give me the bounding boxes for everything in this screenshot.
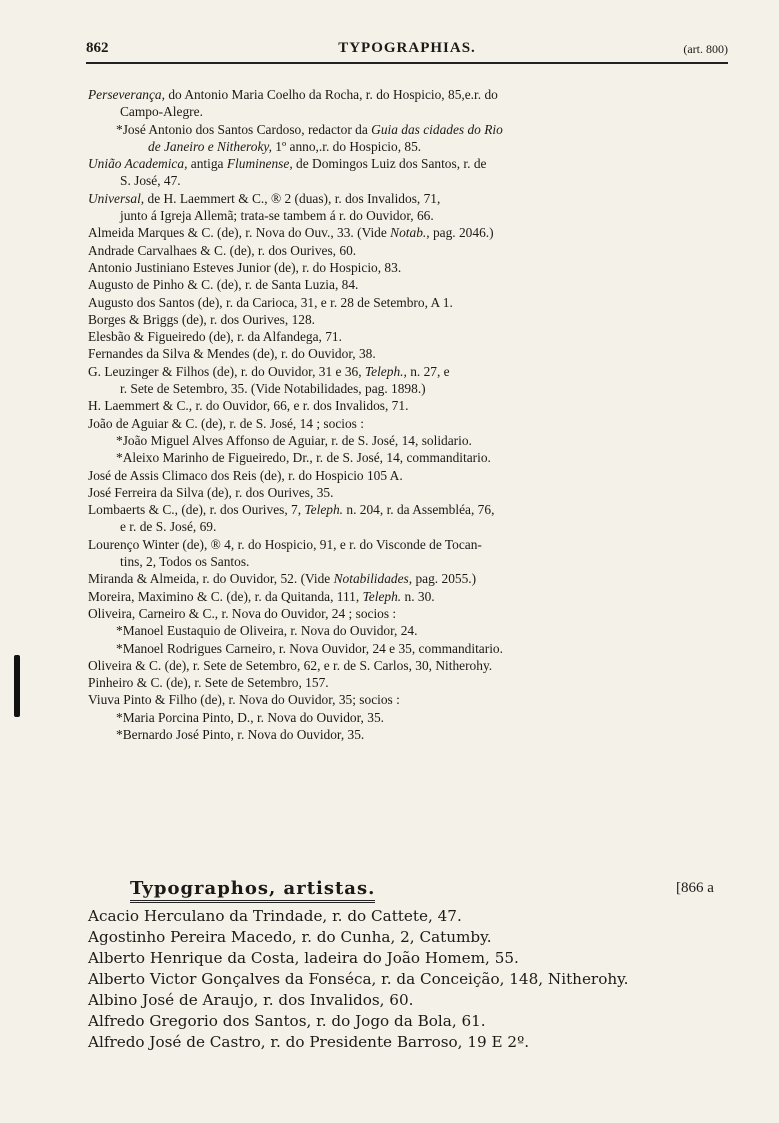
- artist-entry: Alberto Henrique da Costa, ladeira do João Homem, 55.: [88, 949, 519, 967]
- entry-text2: n. 27, e: [406, 363, 450, 379]
- artist-entry: Acacio Herculano da Trindade, r. do Cattete, 47.: [88, 907, 462, 925]
- entry-text: José Ferreira da Silva (de), r. dos Ourives, 35.: [88, 484, 334, 500]
- directory-entry: [88, 86, 730, 121]
- directory-entry: [88, 363, 730, 398]
- entry-cont-italic: de Janeiro e Nitheroky,: [148, 138, 272, 154]
- entry-cont-text: r. Sete de Setembro, 35. (Vide Notabilidades, pag. 1898.): [120, 381, 426, 397]
- entry-text: Elesbão & Figueiredo (de), r. da Alfandega, 71.: [88, 329, 342, 345]
- entry-text: *Bernardo José Pinto, r. Nova do Ouvidor, 35.: [116, 726, 365, 742]
- typographias-list: [88, 86, 730, 743]
- entry-continuation: [88, 207, 730, 224]
- entry-continuation: [88, 518, 730, 535]
- entry-italic2: Fluminense,: [226, 156, 293, 172]
- directory-entry: [88, 501, 730, 536]
- entry-text: *Manoel Rodrigues Carneiro, r. Nova Ouvidor, 24 e 35, commanditario.: [116, 640, 503, 656]
- entry-text2: pag. 2046.): [429, 225, 494, 241]
- entry-text: Moreira, Maximino & C. (de), r. da Quitanda, 111,: [88, 588, 360, 604]
- artist-entry: Alfredo Gregorio dos Santos, r. do Jogo da Bola, 61.: [88, 1012, 486, 1030]
- entry-text: *João Miguel Alves Affonso de Aguiar, r. de S. José, 14, solidario.: [116, 432, 472, 448]
- entry-text: José de Assis Climaco dos Reis (de), r. do Hospicio 105 A.: [88, 467, 403, 483]
- entry-text: Augusto dos Santos (de), r. da Carioca, 31, e r. 28 de Setembro, A 1.: [88, 294, 453, 310]
- margin-ink-mark: [14, 655, 20, 717]
- directory-entry: [88, 484, 730, 501]
- section-title: Typographos, artistas.: [130, 878, 375, 903]
- entry-text: Oliveira & C. (de), r. Sete de Setembro, 62, e r. de S. Carlos, 30, Nitherohy.: [88, 657, 493, 673]
- page-header: [86, 38, 728, 64]
- entry-text: Antonio Justiniano Esteves Junior (de), r. do Hospicio, 83.: [88, 259, 402, 275]
- page-number: 862: [86, 40, 109, 56]
- directory-entry: [88, 276, 730, 293]
- entry-cont-text: junto á Igreja Allemã; trata-se tambem á r. do Ouvidor, 66.: [120, 208, 434, 224]
- entry-italic2: Teleph.: [304, 502, 344, 518]
- directory-entry: [88, 691, 730, 708]
- directory-entry: [88, 259, 730, 276]
- article-ref: (art. 800): [683, 42, 728, 56]
- artists-list: [88, 906, 748, 1053]
- entry-cont-text: 1º anno,.r. do Hospicio, 85.: [271, 138, 422, 154]
- entry-text: Lourenço Winter (de), ® 4, r. do Hospicio, 91, e r. do Visconde de Tocan-: [88, 536, 482, 552]
- directory-entry: [88, 588, 730, 605]
- entry-continuation: [88, 380, 730, 397]
- directory-entry: [88, 657, 730, 674]
- directory-entry: [88, 467, 730, 484]
- partner-entry: [88, 709, 730, 726]
- entry-text: Augusto de Pinho & C. (de), r. de Santa Luzia, 84.: [88, 277, 359, 293]
- directory-entry: [88, 415, 730, 432]
- directory-entry: [88, 328, 730, 345]
- entry-text: de H. Laemmert & C., ® 2 (duas), r. dos Invalidos, 71,: [144, 190, 441, 206]
- entry-text: Andrade Carvalhaes & C. (de), r. dos Ourives, 60.: [88, 242, 357, 258]
- artist-entry: Alfredo José de Castro, r. do Presidente Barroso, 19 E 2º.: [88, 1033, 530, 1051]
- directory-entry: [88, 605, 730, 622]
- directory-entry: [88, 224, 730, 241]
- directory-entry: [88, 536, 730, 571]
- entry-text: Almeida Marques & C. (de), r. Nova do Ouv., 33. (Vide: [88, 225, 387, 241]
- entry-text: João de Aguiar & C. (de), r. de S. José, 14 ; socios :: [88, 415, 364, 431]
- entry-continuation: [88, 172, 730, 189]
- partner-entry: [88, 432, 730, 449]
- entry-text: *José Antonio dos Santos Cardoso, redactor da: [116, 121, 368, 137]
- entry-text: antiga: [187, 156, 224, 172]
- entry-text: Pinheiro & C. (de), r. Sete de Setembro, 157.: [88, 675, 329, 691]
- page-title: TYPOGRAPHIAS.: [338, 40, 476, 56]
- entry-text: *Manoel Eustaquio de Oliveira, r. Nova do Ouvidor, 24.: [116, 623, 418, 639]
- entry-text2: de Domingos Luiz dos Santos, r. de: [292, 156, 487, 172]
- directory-entry: [88, 294, 730, 311]
- partner-entry: [88, 622, 730, 639]
- directory-entry: [88, 155, 730, 190]
- directory-entry: [88, 397, 730, 414]
- directory-entry: [88, 190, 730, 225]
- entry-italic2: Notabilidades,: [333, 571, 413, 587]
- partner-entry: [88, 640, 730, 657]
- entry-italic2: Teleph.,: [364, 363, 407, 379]
- entry-text: Oliveira, Carneiro & C., r. Nova do Ouvidor, 24 ; socios :: [88, 605, 397, 621]
- entry-continuation: [88, 103, 730, 120]
- directory-entry: [88, 674, 730, 691]
- directory-entry: [88, 570, 730, 587]
- partner-entry: [88, 121, 730, 156]
- entry-text2: n. 204, r. da Assembléa, 76,: [343, 502, 495, 518]
- entry-text: Fernandes da Silva & Mendes (de), r. do Ouvidor, 38.: [88, 346, 376, 362]
- entry-continuation: [88, 553, 730, 570]
- partner-entry: [88, 449, 730, 466]
- entry-cont-text: tins, 2, Todos os Santos.: [120, 554, 250, 570]
- entry-italic: Perseverança,: [88, 87, 165, 102]
- entry-text: Miranda & Almeida, r. do Ouvidor, 52. (Vide: [88, 571, 331, 587]
- entry-text: Lombaerts & C., (de), r. dos Ourives, 7,: [88, 502, 302, 518]
- entry-italic: Universal,: [88, 190, 145, 206]
- entry-cont-text: e r. de S. José, 69.: [120, 519, 217, 535]
- directory-entry: [88, 242, 730, 259]
- entry-text: do Antonio Maria Coelho da Rocha, r. do Hospicio, 85,e.r. do: [164, 87, 498, 102]
- entry-text2: pag. 2055.): [412, 571, 477, 587]
- entry-italic: União Academica,: [88, 156, 188, 172]
- entry-italic2: Guia das cidades do Rio: [371, 121, 503, 137]
- artist-entry: Albino José de Araujo, r. dos Invalidos, 60.: [88, 991, 414, 1009]
- entry-continuation: [116, 138, 730, 155]
- directory-entry: [88, 345, 730, 362]
- entry-cont-text: S. José, 47.: [120, 173, 181, 189]
- entry-italic2: Notab.,: [390, 225, 430, 241]
- artist-entry: Alberto Victor Gonçalves da Fonséca, r. da Conceição, 148, Nitherohy.: [88, 970, 629, 988]
- partner-entry: [88, 726, 730, 743]
- section-ref: [866 a: [676, 880, 714, 896]
- entry-text: *Aleixo Marinho de Figueiredo, Dr., r. de S. José, 14, commanditario.: [116, 450, 491, 466]
- artist-entry: Agostinho Pereira Macedo, r. do Cunha, 2, Catumby.: [88, 928, 492, 946]
- entry-cont-text: Campo-Alegre.: [120, 104, 203, 120]
- entry-text: G. Leuzinger & Filhos (de), r. do Ouvidor, 31 e 36,: [88, 363, 362, 379]
- entry-text: Viuva Pinto & Filho (de), r. Nova do Ouvidor, 35; socios :: [88, 692, 400, 708]
- entry-text2: n. 30.: [401, 588, 435, 604]
- entry-italic2: Teleph.: [362, 588, 402, 604]
- directory-entry: [88, 311, 730, 328]
- entry-text: *Maria Porcina Pinto, D., r. Nova do Ouvidor, 35.: [116, 709, 384, 725]
- entry-text: H. Laemmert & C., r. do Ouvidor, 66, e r. dos Invalidos, 71.: [88, 398, 409, 414]
- entry-text: Borges & Briggs (de), r. dos Ourives, 128.: [88, 311, 316, 327]
